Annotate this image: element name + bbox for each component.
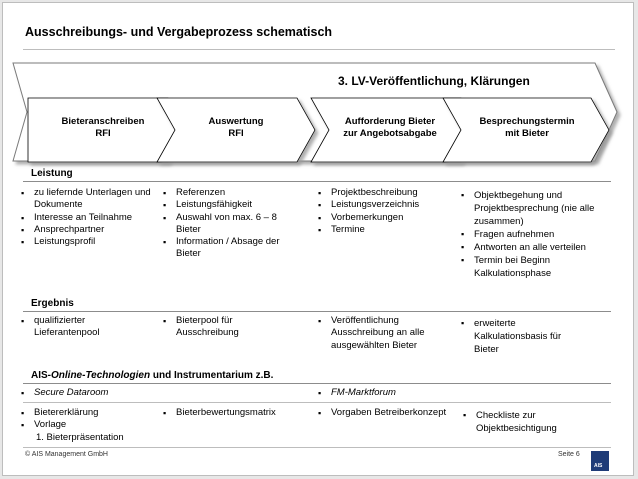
leistung-col-4: [461, 189, 611, 280]
tech-col-3: [318, 407, 448, 419]
company-logo: AIS: [591, 451, 609, 471]
tech-col-1: [21, 407, 151, 432]
list-item: ▪ Checkliste zur Objektbesichtigung: [463, 409, 573, 435]
list-item: ▪ Information / Absage der Bieter: [163, 236, 303, 261]
leistung-col-1: [21, 187, 156, 248]
list-item: ▪ Interesse an Teilnahme: [21, 212, 156, 224]
section-rule-technologien-inner: [23, 402, 611, 403]
footer-rule: [23, 447, 611, 448]
list-item: ▪ Leistungsfähigkeit: [163, 199, 303, 211]
list-item: ▪ Projektbeschreibung: [318, 187, 453, 199]
list-item: ▪ Ansprechpartner: [21, 224, 156, 236]
list-item: ▪ erweiterte Kalkulationsbasis für Bieter: [461, 317, 581, 356]
section-title-leistung: Leistung: [31, 168, 73, 179]
list-item: ▪ Bieterbewertungsmatrix: [163, 407, 303, 419]
section-rule-leistung: [23, 181, 611, 182]
list-item: ▪ Leistungsverzeichnis: [318, 199, 453, 211]
list-item: ▪ qualifizierter Lieferantenpool: [21, 315, 146, 340]
list-item: ▪ Leistungsprofil: [21, 236, 156, 248]
ergebnis-col-1: [21, 315, 146, 340]
list-item: ▪ Objektbegehung und Projektbesprechung (nie alle zusammen): [461, 189, 611, 228]
tech-col-4: [463, 409, 573, 435]
list-item: ▪ FM-Marktforum: [318, 387, 448, 399]
tech-col-2: [163, 407, 303, 419]
tech-italic-1: [21, 387, 151, 399]
chevron-label-auswertung: Auswertung RFI: [208, 116, 264, 139]
tech-sub-item: 1. Bieterpräsentation: [36, 432, 124, 443]
chevron-label-aufforderung: Aufforderung Bieter zur Angebotsabgabe: [343, 116, 437, 139]
title-rule: [23, 49, 615, 50]
list-item: ▪ Vorlage: [21, 419, 151, 431]
list-item: ▪ Termine: [318, 224, 453, 236]
slide: [2, 2, 634, 476]
list-item: ▪ Referenzen: [163, 187, 303, 199]
section-title-ergebnis: Ergebnis: [31, 298, 74, 309]
list-item: ▪ Termin bei Beginn Kalkulationsphase: [461, 254, 611, 280]
ergebnis-col-4: [461, 317, 581, 356]
tech-italic-2: [318, 387, 448, 399]
ergebnis-col-2: [163, 315, 273, 340]
section-title-technologien: AIS-Online-Technologien und Instrumentarium z.B.: [31, 370, 274, 381]
section-rule-technologien: [23, 383, 611, 384]
section-rule-ergebnis: [23, 311, 611, 312]
list-item: ▪ Vorbemerkungen: [318, 212, 453, 224]
slide-title: Ausschreibungs- und Vergabeprozess schematisch: [25, 25, 333, 39]
chevron-label-besprechungstermin: Besprechungstermin mit Bieter: [479, 116, 575, 139]
list-item: ▪ zu liefernde Unterlagen und Dokumente: [21, 187, 156, 212]
list-item: ▪ Biete​rerklärung: [21, 407, 151, 419]
list-item: ▪ Bieterpool für Ausschreibung: [163, 315, 273, 340]
phase-title: 3. LV-Veröffentlichung, Klärungen: [338, 74, 530, 88]
footer-page-number: Seite 6: [558, 451, 580, 458]
list-item: ▪ Antworten an alle verteilen: [461, 241, 611, 254]
leistung-col-2: [163, 187, 303, 261]
chevron-label-bieteranschreiben: Bieteranschreiben RFI: [61, 116, 145, 139]
list-item: ▪ Vorgaben Betreiberkonzept: [318, 407, 448, 419]
list-item: ▪ Veröffentlichung Ausschreibung an alle ausgewählten Bieter: [318, 315, 443, 352]
list-item: ▪ Fragen aufnehmen: [461, 228, 611, 241]
leistung-col-3: [318, 187, 453, 236]
list-item: ▪ Secure Dataroom: [21, 387, 151, 399]
ergebnis-col-3: [318, 315, 443, 352]
list-item: ▪ Auswahl von max. 6 – 8 Bieter: [163, 212, 303, 237]
footer-copyright: © AIS Management GmbH: [25, 451, 108, 458]
